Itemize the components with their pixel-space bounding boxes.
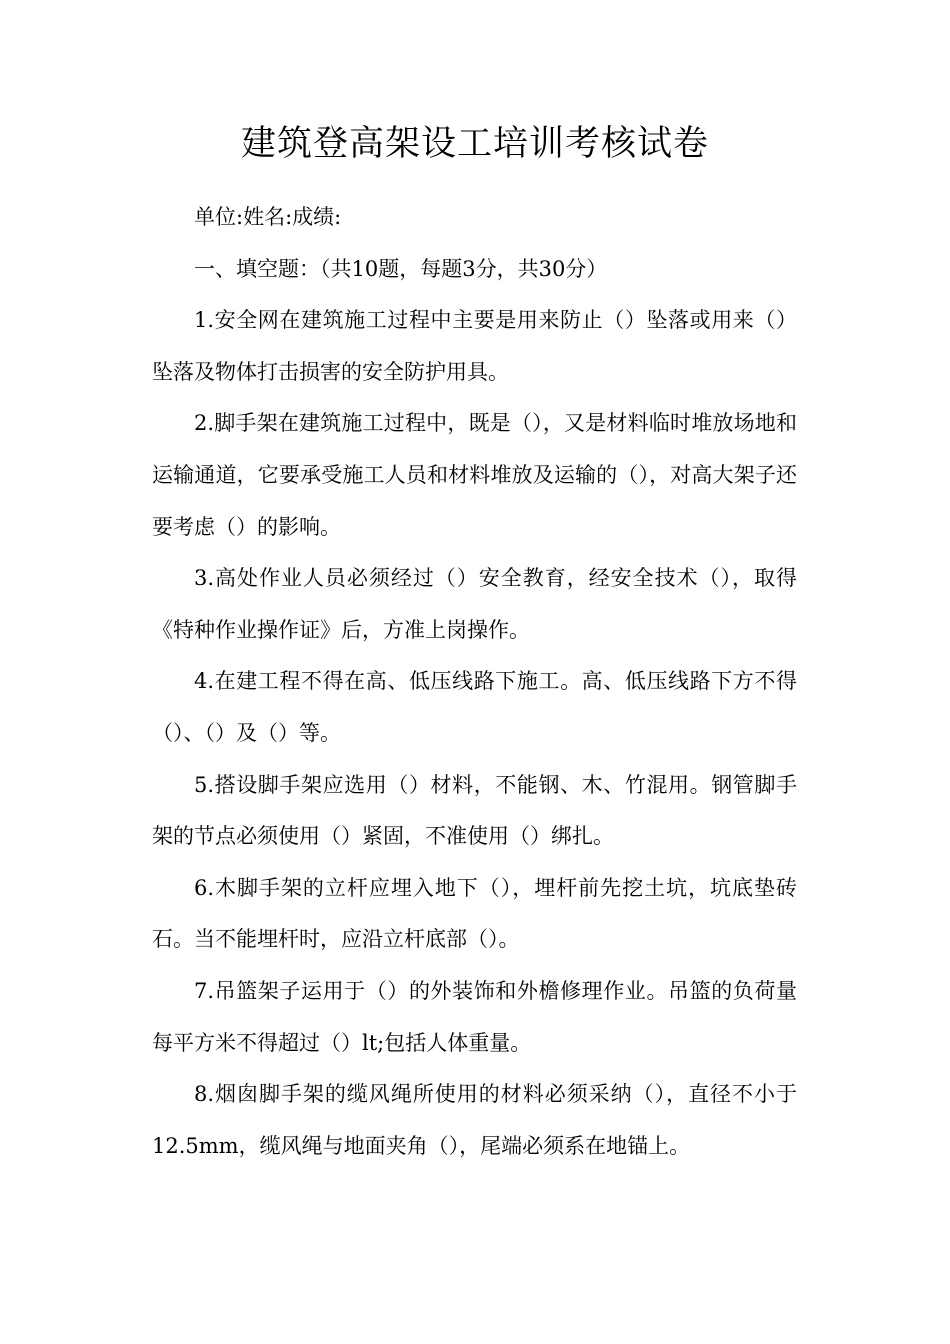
question-5: 5.搭设脚手架应选用（）材料，不能钢、木、竹混用。钢管脚手架的节点必须使用（）紧固，不准使用（）绑扎。 xyxy=(152,772,797,849)
question-8: 8.烟囱脚手架的缆风绳所使用的材料必须采纳（），直径不小于12.5mm，缆风绳与地面夹角（），尾端必须系在地锚上。 xyxy=(152,1082,797,1158)
section-heading: 一、填空题：（共10题，每题3分，共30分） xyxy=(194,256,608,281)
question-2: 2.脚手架在建筑施工过程中，既是（），又是材料临时堆放场地和运输通道，它要承受施工人员和材料堆放及运输的（），对高大架子还要考虑（）的影响。 xyxy=(152,411,797,539)
question-7: 7.吊篮架子运用于（）的外装饰和外檐修理作业。吊篮的负荷量每平方米不得超过（）lt;包括人体重量。 xyxy=(152,978,797,1055)
document-body xyxy=(152,192,797,1172)
question-6: 6.木脚手架的立杆应埋入地下（），埋杆前先挖土坑，坑底垫砖石。当不能埋杆时，应沿立杆底部（）。 xyxy=(152,875,797,952)
question-3: 3.高处作业人员必须经过（）安全教育，经安全技术（），取得《特种作业操作证》后，方准上岗操作。 xyxy=(152,566,797,642)
info-line: 单位:姓名:成绩: xyxy=(194,205,342,229)
question-4: 4.在建工程不得在高、低压线路下施工。高、低压线路下方不得（）、（）及（）等。 xyxy=(152,669,797,745)
document-title: 建筑登高架设工培训考核试卷 xyxy=(240,124,709,164)
question-1: 1.安全网在建筑施工过程中主要是用来防止（）坠落或用来（）坠落及物体打击损害的安全防护用具。 xyxy=(152,308,797,384)
